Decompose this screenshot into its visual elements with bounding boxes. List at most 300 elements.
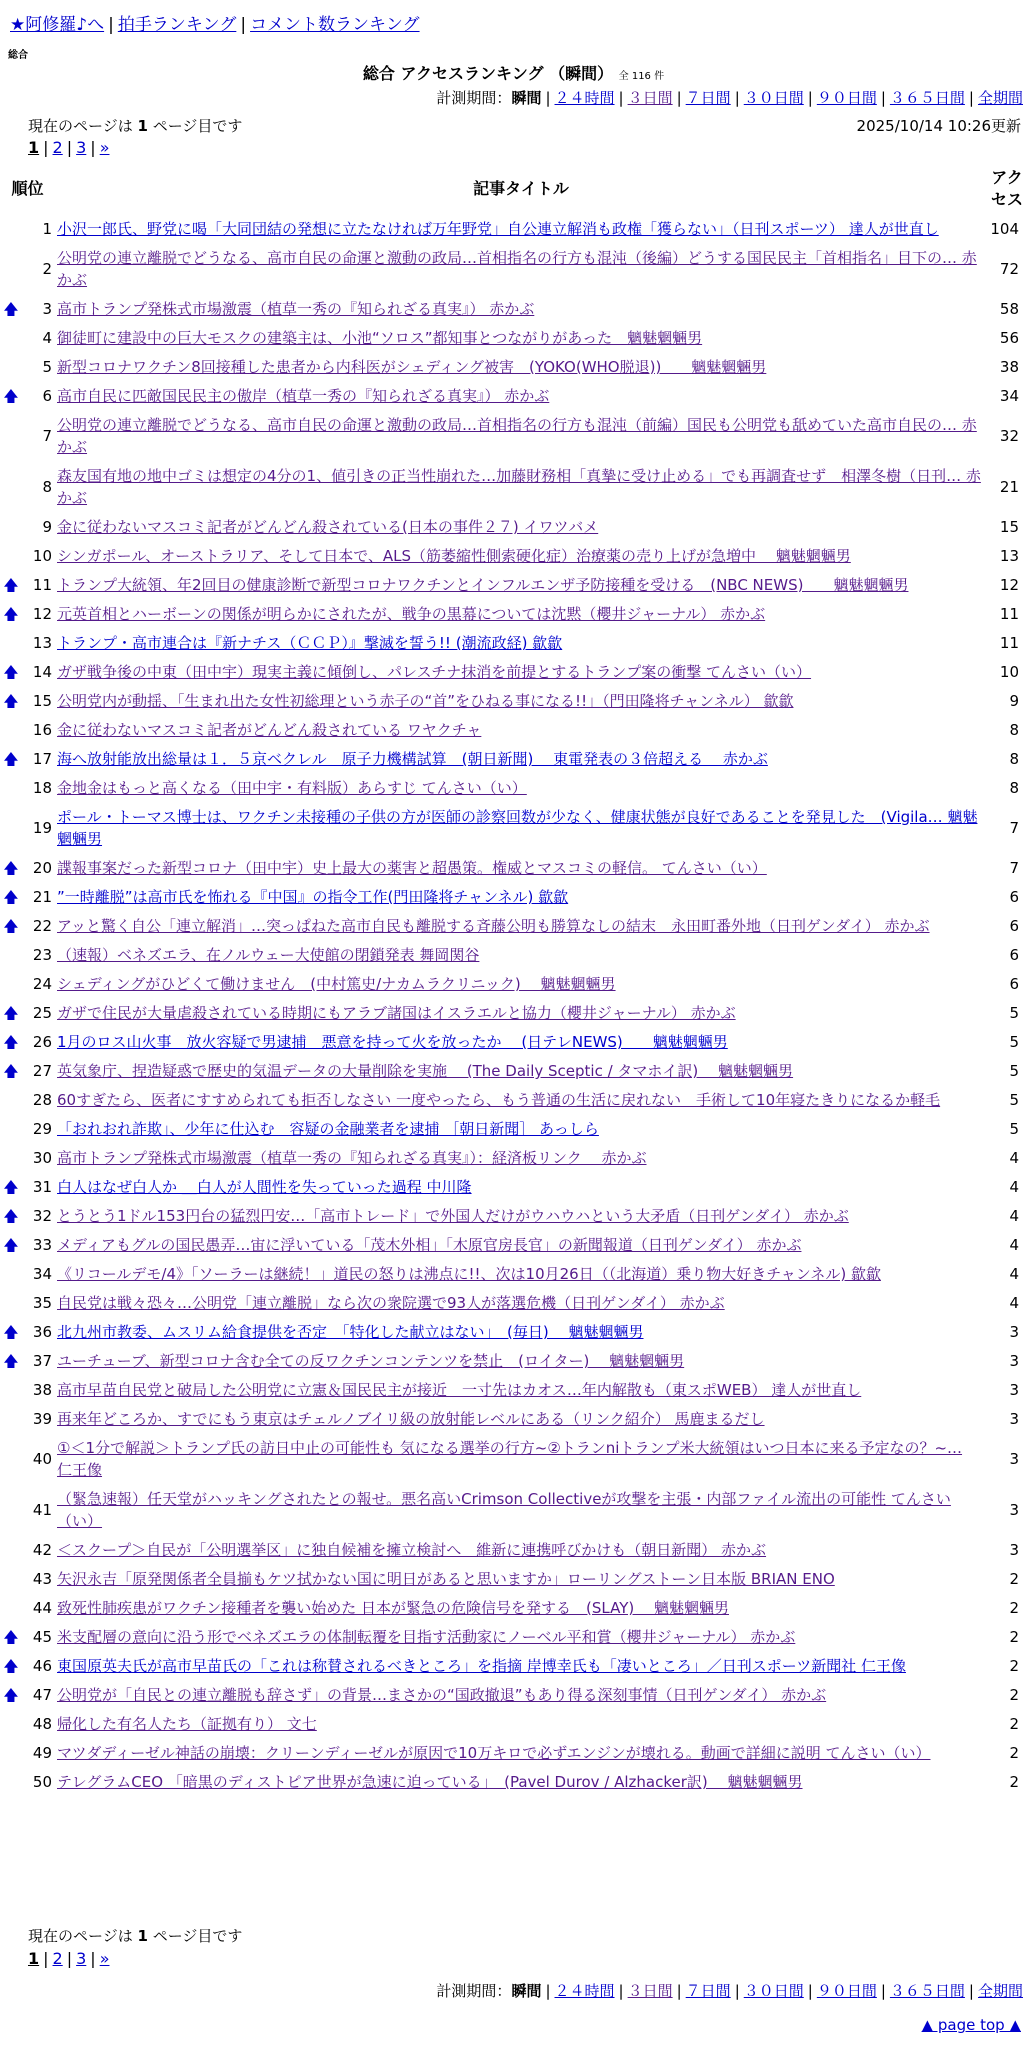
pager-page-link[interactable]: 2 xyxy=(52,1949,63,1968)
up-arrow-icon: 🡅 xyxy=(3,1207,19,1225)
rank-number: 10 xyxy=(32,547,53,565)
article-title-link[interactable]: シンガポール、オーストラリア、そして日本で、ALS（筋萎縮性側索硬化症）治療薬の売り上げが急増中 魑魅魍魎男 xyxy=(57,547,851,565)
rank-number: 1 xyxy=(42,220,53,238)
title-cell xyxy=(55,1202,987,1231)
table-row xyxy=(0,1536,1027,1565)
table-row xyxy=(0,1623,1027,1652)
title-cell xyxy=(55,1376,987,1405)
period-separator: | xyxy=(968,89,974,107)
title-cell xyxy=(55,803,987,854)
table-row xyxy=(0,542,1027,571)
up-arrow-icon: 🡅 xyxy=(3,1686,19,1704)
up-arrow-icon: 🡅 xyxy=(3,750,19,768)
table-row xyxy=(0,215,1027,244)
article-title-link[interactable]: ポール・トーマス博士は、ワクチン未接種の子供の方が医師の診察回数が少なく、健康状態が良好であることを発見した (Vigila… 魑魅魍魎男 xyxy=(57,808,978,848)
rank-number: 49 xyxy=(32,1744,53,1762)
article-title-link[interactable]: ＜スクープ＞自民が「公明選挙区」に独自候補を擁立検討へ 維新に連携呼びかけも（朝日新聞） 赤かぶ xyxy=(57,1541,767,1559)
period-selector-top xyxy=(436,87,1023,108)
article-title-link[interactable]: 高市自民に匹敵国民民主の傲岸（植草一秀の『知られざる真実』） 赤かぶ xyxy=(57,387,550,405)
access-count: 2 xyxy=(1009,1628,1020,1646)
rank-change-cell xyxy=(0,1681,22,1710)
table-row xyxy=(0,999,1027,1028)
rank-number: 47 xyxy=(32,1686,53,1704)
rank-number: 5 xyxy=(42,358,53,376)
up-arrow-icon: 🡅 xyxy=(3,605,19,623)
access-count: 4 xyxy=(1009,1178,1020,1196)
period-current: 瞬間 xyxy=(511,89,542,107)
article-title-link[interactable]: 御徒町に建設中の巨大モスクの建築主は、小池“ソロス”都知事とつながりがあった 魑魅魍魎男 xyxy=(57,329,703,347)
article-title-link[interactable]: （速報）ベネズエラ、在ノルウェー大使館の閉鎖発表 舞岡関谷 xyxy=(57,946,480,964)
period-link[interactable]: 全期間 xyxy=(977,89,1023,107)
title-cell xyxy=(55,1260,987,1289)
article-title-link[interactable]: 白人はなぜ白人か ＿白人が人間性を失っていった過程 中川隆 xyxy=(57,1178,472,1196)
article-title-link[interactable]: ガザ戦争後の中東（田中宇）現実主義に傾倒し、パレスチナ抹消を前提とするトランプ案の衝撃 てんさい（い） xyxy=(57,663,812,681)
nav-separator: | xyxy=(108,15,114,35)
up-arrow-icon: 🡅 xyxy=(3,1033,19,1051)
article-title-link[interactable]: 金地金はもっと高くなる（田中宇・有料版）あらすじ てんさい（い） xyxy=(57,779,527,797)
rank-number: 30 xyxy=(32,1149,53,1167)
table-row xyxy=(0,774,1027,803)
title-cell xyxy=(55,999,987,1028)
title-cell xyxy=(55,1086,987,1115)
rank-number: 50 xyxy=(32,1773,53,1791)
article-title-link[interactable]: 高市トランプ発株式市場激震（植草一秀の『知られざる真実』）：経済板リンク 赤かぶ xyxy=(57,1149,647,1167)
rank-change-cell xyxy=(0,600,22,629)
rank-change-cell xyxy=(0,1376,22,1405)
pager-top xyxy=(28,138,109,157)
access-count: 4 xyxy=(1009,1149,1020,1167)
access-count: 6 xyxy=(1009,888,1020,906)
article-title-link[interactable]: 1月のロス山火事 放火容疑で男逮捕 悪意を持って火を放ったか (日テレNEWS) 魑魅魍魎男 xyxy=(57,1033,728,1051)
article-title-link[interactable]: 帰化した有名人たち（証拠有り） 文七 xyxy=(57,1715,317,1733)
title-cell xyxy=(55,1231,987,1260)
access-count: 6 xyxy=(1009,975,1020,993)
access-count: 5 xyxy=(1009,1091,1020,1109)
table-row xyxy=(0,1652,1027,1681)
article-title-link[interactable]: シェディングがひどくて働けません (中村篤史/ナカムラクリニック) 魑魅魍魎男 xyxy=(57,975,616,993)
rank-change-cell xyxy=(0,774,22,803)
page-top xyxy=(922,2016,1021,2034)
article-title-link[interactable]: 東国原英夫氏が高市早苗氏の「これは称賛されるべきところ」を指摘 岸博幸氏も「凄いところ」／日刊スポーツ新聞社 仁王像 xyxy=(57,1657,906,1675)
access-count: 6 xyxy=(1009,946,1020,964)
rank-change-cell xyxy=(0,1768,22,1797)
table-row xyxy=(0,353,1027,382)
rank-number: 26 xyxy=(32,1033,53,1051)
pager-page-link[interactable]: 3 xyxy=(76,138,87,157)
title-cell xyxy=(55,1173,987,1202)
table-row xyxy=(0,1202,1027,1231)
access-count: 4 xyxy=(1009,1207,1020,1225)
table-row xyxy=(0,970,1027,999)
title-cell xyxy=(55,1347,987,1376)
article-title-link[interactable]: 公明党の連立離脱でどうなる、高市自民の命運と激動の政局…首相指名の行方も混沌（後編）どうする国民民主「首相指名」目下の… 赤かぶ xyxy=(57,249,977,289)
period-link[interactable]: ３日間 xyxy=(627,1982,673,2000)
access-count: 7 xyxy=(1009,859,1020,877)
article-title-link[interactable]: 元英首相とハーボーンの関係が明らかにされたが、戦争の黒幕については沈黙（櫻井ジャーナル） 赤かぶ xyxy=(57,605,766,623)
article-title-link[interactable]: 北九州市教委、ムスリム給食提供を否定 「特化した献立はない」 (毎日) 魑魅魍魎男 xyxy=(57,1323,644,1341)
period-link[interactable]: ２４時間 xyxy=(554,1982,615,2000)
rank-change-cell xyxy=(0,658,22,687)
rank-number: 4 xyxy=(42,329,53,347)
rank-change-cell xyxy=(0,803,22,854)
table-header xyxy=(0,163,1027,215)
access-count: 2 xyxy=(1009,1715,1020,1733)
access-count: 8 xyxy=(1009,721,1020,739)
table-row xyxy=(0,1739,1027,1768)
article-title-link[interactable]: 《リコールデモ/4》「ソーラーは継続！」道民の怒りは沸点に!!、次は10月26日（（北海道）乗り物大好きチャンネル) 歙歙 xyxy=(57,1265,881,1283)
title-cell xyxy=(55,1710,987,1739)
article-title-link[interactable]: 米支配層の意向に沿う形でベネズエラの体制転覆を目指す活動家にノーベル平和賞（櫻井ジャーナル） 赤かぶ xyxy=(57,1628,796,1646)
up-arrow-icon: 🡅 xyxy=(3,1236,19,1254)
article-title-link[interactable]: 海へ放射能放出総量は１．５京ベクレル 原子力機構試算 (朝日新聞) 東電発表の３倍超える 赤かぶ xyxy=(57,750,768,768)
rank-change-cell xyxy=(0,542,22,571)
article-title-link[interactable]: 公明党が「自民との連立離脱も辞さず」の背景…まさかの“国政撤退”もあり得る深刻事情（日刊ゲンダイ） 赤かぶ xyxy=(57,1686,827,1704)
article-title-link[interactable]: 矢沢永吉「原発関係者全員揃もケツ拭かない国に明日があると思いますか」ローリングストーン日本版 BRIAN ENO xyxy=(57,1570,835,1588)
period-link[interactable]: 全期間 xyxy=(977,1982,1023,2000)
rank-change-cell xyxy=(0,513,22,542)
table-row xyxy=(0,1434,1027,1485)
title-cell xyxy=(55,941,987,970)
rank-change-cell xyxy=(0,716,22,745)
page-info-suffix: ページ目です xyxy=(152,117,243,135)
table-row xyxy=(0,244,1027,295)
rank-change-cell xyxy=(0,1405,22,1434)
rank-number: 13 xyxy=(32,634,53,652)
period-link[interactable]: ７日間 xyxy=(685,89,731,107)
access-count: 15 xyxy=(999,518,1020,536)
up-arrow-icon: 🡅 xyxy=(3,576,19,594)
rank-change-cell xyxy=(0,883,22,912)
article-title-link[interactable]: 英気象庁、捏造疑惑で歴史的気温データの大量削除を実施 (The Daily Sceptic / タマホイ訳) 魑魅魍魎男 xyxy=(57,1062,794,1080)
title-cell xyxy=(55,912,987,941)
up-arrow-icon: 🡅 xyxy=(3,917,19,935)
ranking-title-text: 総合 アクセスランキング （瞬間） xyxy=(362,64,614,83)
rank-change-cell xyxy=(0,1623,22,1652)
rank-change-cell xyxy=(0,1594,22,1623)
rank-change-cell xyxy=(0,1231,22,1260)
period-separator: | xyxy=(807,89,813,107)
rank-change-cell xyxy=(0,1652,22,1681)
period-link[interactable]: ３０日間 xyxy=(743,89,804,107)
rank-change-cell xyxy=(0,1028,22,1057)
up-arrow-icon: 🡅 xyxy=(3,1628,19,1646)
title-cell xyxy=(55,658,987,687)
rank-change-cell xyxy=(0,411,22,462)
pager-separator: | xyxy=(66,1949,73,1968)
period-link[interactable]: ９０日間 xyxy=(816,1982,877,2000)
period-separator: | xyxy=(618,1982,624,2000)
title-cell xyxy=(55,1623,987,1652)
rank-number: 42 xyxy=(32,1541,53,1559)
article-title-link[interactable]: 金に従わないマスコミ記者がどんどん殺されている(日本の事件２７) イワツバメ xyxy=(57,518,599,536)
rank-number: 36 xyxy=(32,1323,53,1341)
table-row xyxy=(0,324,1027,353)
period-separator: | xyxy=(618,89,624,107)
article-title-link[interactable]: ユーチューブ、新型コロナ含む全ての反ワクチンコンテンツを禁止 (ロイター) 魑魅魍魎男 xyxy=(57,1352,685,1370)
rank-change-cell xyxy=(0,1144,22,1173)
table-row xyxy=(0,1115,1027,1144)
pager-separator: | xyxy=(90,138,96,157)
article-title-link[interactable]: 致死性肺疾患がワクチン接種者を襲い始めた 日本が緊急の危険信号を発する (SLAY) 魑魅魍魎男 xyxy=(57,1599,729,1617)
title-cell xyxy=(55,462,987,513)
rank-change-cell xyxy=(0,970,22,999)
table-row xyxy=(0,382,1027,411)
rank-change-cell xyxy=(0,1057,22,1086)
up-arrow-icon: 🡅 xyxy=(3,1062,19,1080)
access-count: 104 xyxy=(990,220,1020,238)
article-title-link[interactable]: テレグラムCEO 「暗黒のディストピア世界が急速に迫っている」 (Pavel Durov / Alzhacker訳) 魑魅魍魎男 xyxy=(57,1773,803,1791)
ranking-table xyxy=(0,163,1027,1797)
table-row xyxy=(0,571,1027,600)
title-cell xyxy=(55,600,987,629)
ranking-total: 全 116 件 xyxy=(618,71,665,82)
rank-number: 41 xyxy=(32,1501,53,1519)
title-cell xyxy=(55,774,987,803)
period-link[interactable]: ２４時間 xyxy=(554,89,615,107)
rank-change-cell xyxy=(0,1536,22,1565)
period-separator: | xyxy=(880,1982,886,2000)
title-cell xyxy=(55,745,987,774)
rank-number: 37 xyxy=(32,1352,53,1370)
article-title-link[interactable]: トランプ・高市連合は『新ナチス（ＣＣＰ）』撃滅を誓う!! (潮流政経) 歙歙 xyxy=(57,634,563,652)
clap-ranking-link[interactable]: 拍手ランキング xyxy=(117,15,237,35)
table-row xyxy=(0,295,1027,324)
rank-number: 48 xyxy=(32,1715,53,1733)
title-cell xyxy=(55,1115,987,1144)
access-count: 12 xyxy=(999,576,1020,594)
access-count: 6 xyxy=(1009,917,1020,935)
rank-number: 38 xyxy=(32,1381,53,1399)
rank-change-cell xyxy=(0,1202,22,1231)
access-count: 11 xyxy=(999,634,1020,652)
top-navigation xyxy=(10,10,420,35)
article-title-link[interactable]: とうとう1ドル153円台の猛烈円安…「高市トレード」で外国人だけがウハウハという大矛盾（日刊ゲンダイ） 赤かぶ xyxy=(57,1207,849,1225)
rank-change-cell xyxy=(0,1086,22,1115)
up-arrow-icon: 🡅 xyxy=(3,1004,19,1022)
table-row xyxy=(0,411,1027,462)
article-title-link[interactable]: 「おれおれ詐欺」、少年に仕込む 容疑の金融業者を逮捕 ［朝日新聞］ あっしら xyxy=(57,1120,599,1138)
table-row xyxy=(0,745,1027,774)
access-count: 10 xyxy=(999,663,1020,681)
table-row xyxy=(0,1565,1027,1594)
table-row xyxy=(0,1768,1027,1797)
title-cell xyxy=(55,295,987,324)
access-count: 3 xyxy=(1009,1410,1020,1428)
article-title-link[interactable]: アッと驚く自公「連立解消」…突っぱねた高市自民も離脱する斉藤公明も勝算なしの結末 永田町番外地（日刊ゲンダイ） 赤かぶ xyxy=(57,917,930,935)
table-row xyxy=(0,1289,1027,1318)
title-cell xyxy=(55,1768,987,1797)
page-top-link[interactable]: ▲ page top ▲ xyxy=(921,2016,1021,2034)
title-cell xyxy=(55,970,987,999)
rank-number: 15 xyxy=(32,692,53,710)
title-cell xyxy=(55,1318,987,1347)
period-link[interactable]: ３６５日間 xyxy=(889,1982,965,2000)
pager-separator: | xyxy=(90,1949,96,1968)
home-link[interactable]: ★阿修羅♪へ xyxy=(10,15,105,35)
access-count: 4 xyxy=(1009,1265,1020,1283)
title-cell xyxy=(55,542,987,571)
title-cell xyxy=(55,411,987,462)
article-title-link[interactable]: 森友国有地の地中ゴミは想定の4分の1、値引きの正当性崩れた…加藤財務相「真摯に受け止める」でも再調査せず 相澤冬樹（日刊… 赤かぶ xyxy=(57,467,981,507)
pager-next-link[interactable]: » xyxy=(99,1949,110,1968)
period-link[interactable]: ３６５日間 xyxy=(889,89,965,107)
pager-separator: | xyxy=(43,1949,49,1968)
page-info-prefix: 現在のページは xyxy=(28,1927,133,1945)
rank-change-cell xyxy=(0,1485,22,1536)
access-count: 58 xyxy=(999,300,1020,318)
article-title-link[interactable]: 再来年どころか、すでにもう東京はチェルノブイリ級の放射能レベルにある（リンク紹介） 馬鹿まるだし xyxy=(57,1410,765,1428)
rank-number: 17 xyxy=(32,750,53,768)
title-cell xyxy=(55,1057,987,1086)
period-label: 計測期間： xyxy=(436,1982,512,2000)
page-info-top xyxy=(28,115,242,136)
ranking-title xyxy=(0,61,1027,84)
title-cell xyxy=(55,1405,987,1434)
access-count: 3 xyxy=(1009,1541,1020,1559)
period-separator: | xyxy=(880,89,886,107)
article-title-link[interactable]: 諜報事案だった新型コロナ（田中宇）史上最大の薬害と超愚策。権威とマスコミの軽信。 てんさい（い） xyxy=(57,859,767,877)
period-separator: | xyxy=(734,1982,740,2000)
table-row xyxy=(0,1594,1027,1623)
title-cell xyxy=(55,1289,987,1318)
article-title-link[interactable]: メディアもグルの国民愚弄…宙に浮いている「茂木外相」「木原官房長官」の新聞報道（日刊ゲンダイ） 赤かぶ xyxy=(57,1236,802,1254)
article-title-link[interactable]: 自民党は戦々恐々…公明党「連立離脱」なら次の衆院選で93人が落選危機（日刊ゲンダイ） 赤かぶ xyxy=(57,1294,725,1312)
article-title-link[interactable]: 新型コロナワクチン8回接種した患者から内科医がシェディング被害 (YOKO(WHO脱退)) 魑魅魍魎男 xyxy=(57,358,767,376)
article-title-link[interactable]: ”一時離脱”は高市氏を怖れる『中国』の指令工作(門田隆将チャンネル) 歙歙 xyxy=(57,888,569,906)
nav-separator: | xyxy=(240,15,247,35)
period-separator: | xyxy=(968,1982,974,2000)
article-title-link[interactable]: 小沢一郎氏、野党に喝「大同団結の発想に立たなければ万年野党」自公連立解消も政権「獲らない」（日刊スポーツ） 達人が世直し xyxy=(57,220,939,238)
article-title-link[interactable]: 高市トランプ発株式市場激震（植草一秀の『知られざる真実』） 赤かぶ xyxy=(57,300,535,318)
rank-change-cell xyxy=(0,999,22,1028)
title-cell xyxy=(55,1144,987,1173)
period-separator: | xyxy=(676,89,682,107)
rank-number: 24 xyxy=(32,975,53,993)
article-title-link[interactable]: マツダディーゼル神話の崩壊：クリーンディーゼルが原因で10万キロで必ずエンジンが壊れる。動画で詳細に説明 てんさい（い） xyxy=(57,1744,931,1762)
title-cell xyxy=(55,854,987,883)
title-cell xyxy=(55,1434,987,1485)
rank-number: 8 xyxy=(42,478,53,496)
table-row xyxy=(0,854,1027,883)
rank-change-cell xyxy=(0,1347,22,1376)
title-cell xyxy=(55,513,987,542)
period-link[interactable]: ９０日間 xyxy=(816,89,877,107)
rank-number: 35 xyxy=(32,1294,53,1312)
rank-number: 19 xyxy=(32,819,53,837)
period-link[interactable]: ３０日間 xyxy=(743,1982,804,2000)
article-title-link[interactable]: 公明党内が動揺、「生まれ出た女性初総理という赤子の“首”をひねる事になる!!」（門田隆将チャンネル） 歙歙 xyxy=(57,692,794,710)
title-cell xyxy=(55,716,987,745)
access-count: 3 xyxy=(1009,1450,1020,1468)
table-row xyxy=(0,1376,1027,1405)
table-row xyxy=(0,1318,1027,1347)
access-count: 11 xyxy=(999,605,1020,623)
table-row xyxy=(0,513,1027,542)
table-row xyxy=(0,600,1027,629)
rank-change-cell xyxy=(0,295,22,324)
pager-next-link[interactable]: » xyxy=(99,138,110,157)
rank-change-cell xyxy=(0,324,22,353)
rank-number: 31 xyxy=(32,1178,53,1196)
access-count: 2 xyxy=(1009,1773,1020,1791)
access-count: 5 xyxy=(1009,1033,1020,1051)
rank-change-cell xyxy=(0,462,22,513)
rank-change-cell xyxy=(0,1318,22,1347)
period-link[interactable]: ３日間 xyxy=(627,89,673,107)
rank-number: 34 xyxy=(32,1265,53,1283)
pager-page-link[interactable]: 3 xyxy=(76,1949,87,1968)
col-title-header: 記事タイトル xyxy=(473,179,569,198)
title-cell xyxy=(55,1594,987,1623)
comment-ranking-link[interactable]: コメント数ランキング xyxy=(250,15,420,35)
rank-number: 33 xyxy=(32,1236,53,1254)
pager-bottom xyxy=(28,1949,109,1968)
rank-number: 40 xyxy=(32,1450,53,1468)
article-title-link[interactable]: 高市早苗自民党と破局した公明党に立憲＆国民民主が接近 一寸先はカオス…年内解散も（東スポWEB） 達人が世直し xyxy=(57,1381,862,1399)
title-cell xyxy=(55,353,987,382)
rank-number: 7 xyxy=(42,427,53,445)
article-title-link[interactable]: ガザで住民が大量虐殺されている時期にもアラブ諸国はイスラエルと協力（櫻井ジャーナル） 赤かぶ xyxy=(57,1004,736,1022)
article-title-link[interactable]: 60すぎたら、医者にすすめられても拒否しなさい 一度やったら、もう普通の生活に戻れない 手術して10年寝たきりになるか軽毛 xyxy=(57,1091,941,1109)
table-row xyxy=(0,1057,1027,1086)
rank-change-cell xyxy=(0,1710,22,1739)
period-label: 計測期間： xyxy=(436,89,512,107)
title-cell xyxy=(55,215,987,244)
up-arrow-icon: 🡅 xyxy=(3,859,19,877)
access-count: 13 xyxy=(999,547,1020,565)
access-count: 56 xyxy=(999,329,1020,347)
table-row xyxy=(0,912,1027,941)
rank-number: 21 xyxy=(32,888,53,906)
access-count: 2 xyxy=(1009,1657,1020,1675)
period-link[interactable]: ７日間 xyxy=(685,1982,731,2000)
access-count: 5 xyxy=(1009,1120,1020,1138)
table-row xyxy=(0,1086,1027,1115)
pager-current-page: 1 xyxy=(28,1949,40,1968)
rank-number: 11 xyxy=(32,576,53,594)
access-count: 21 xyxy=(999,478,1020,496)
rank-change-cell xyxy=(0,687,22,716)
rank-change-cell xyxy=(0,382,22,411)
title-cell xyxy=(55,571,987,600)
table-row xyxy=(0,1405,1027,1434)
article-title-link[interactable]: （緊急速報）任天堂がハッキングされたとの報せ。悪名高いCrimson Collectiveが攻撃を主張・内部ファイル流出の可能性 てんさい（い） xyxy=(57,1490,951,1530)
rank-number: 25 xyxy=(32,1004,53,1022)
access-count: 2 xyxy=(1009,1570,1020,1588)
title-cell xyxy=(55,1739,987,1768)
pager-page-link[interactable]: 2 xyxy=(52,138,63,157)
access-count: 34 xyxy=(999,387,1020,405)
rank-number: 6 xyxy=(42,387,53,405)
table-row xyxy=(0,1173,1027,1202)
access-count: 4 xyxy=(1009,1236,1020,1254)
article-title-link[interactable]: 公明党の連立離脱でどうなる、高市自民の命運と激動の政局…首相指名の行方も混沌（前編）国民も公明党も舐めていた高市自民の… 赤かぶ xyxy=(57,416,977,456)
access-count: 2 xyxy=(1009,1599,1020,1617)
rank-number: 16 xyxy=(32,721,53,739)
article-title-link[interactable]: トランプ大統領、年2回目の健康診断で新型コロナワクチンとインフルエンザ予防接種を受ける (NBC NEWS) 魑魅魍魎男 xyxy=(57,576,909,594)
table-row xyxy=(0,1028,1027,1057)
page-info-suffix: ページ目です xyxy=(152,1927,243,1945)
article-title-link[interactable]: 金に従わないマスコミ記者がどんどん殺されている ワヤクチャ xyxy=(57,721,482,739)
rank-change-cell xyxy=(0,941,22,970)
article-title-link[interactable]: ①＜1分で解説＞トランプ氏の訪日中止の可能性も 気になる選挙の行方~②トランniトランプ米大統領はいつ日本に来る予定なの？~… 仁王像 xyxy=(57,1439,963,1479)
rank-number: 23 xyxy=(32,946,53,964)
table-row xyxy=(0,1231,1027,1260)
access-count: 4 xyxy=(1009,1294,1020,1312)
period-separator: | xyxy=(734,89,740,107)
title-cell xyxy=(55,687,987,716)
rank-number: 43 xyxy=(32,1570,53,1588)
